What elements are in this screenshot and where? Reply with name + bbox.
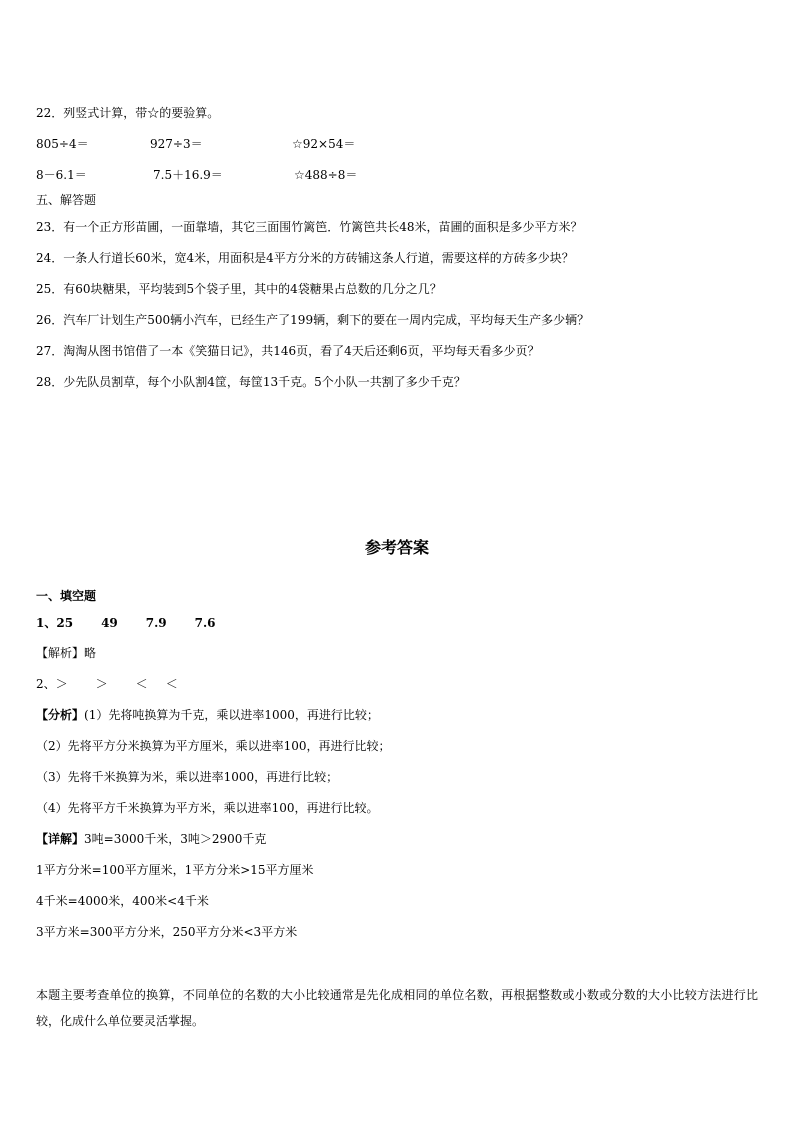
answer-summary: 本题主要考查单位的换算，不同单位的名数的大小比较通常是先化成相同的单位名数，再根据整数或小数或分数的大小比较方法进行比较，化成什么单位要灵活掌握。 — [36, 988, 758, 1028]
calc-927-div-3: 927÷3＝ — [150, 137, 203, 151]
answers-section-1: 一、填空题 — [36, 589, 97, 603]
answer-2-analysis — [36, 708, 379, 722]
question-23: 23．有一个正方形苗圃，一面靠墙，其它三面围竹篱笆．竹篱笆共长48米，苗圃的面积是多少平方米？ — [36, 220, 583, 234]
answer-1-label: 1、 — [36, 616, 57, 630]
answer-1-value: 49 — [101, 616, 118, 630]
section-5-heading: 五、解答题 — [36, 193, 97, 207]
calc-92-times-54: ☆92×54＝ — [292, 137, 356, 151]
answer-2-value: ＞ — [95, 677, 108, 691]
detail-label: 【详解】 — [36, 832, 85, 846]
answer-2-analysis-line-2: （2）先将平方分米换算为平方厘米，乘以进率100，再进行比较； — [36, 739, 391, 753]
answer-2-label: 2、 — [36, 677, 56, 691]
answer-2-detail — [36, 832, 266, 846]
analysis-label: 【分析】 — [36, 708, 85, 722]
answer-1-value: 25 — [56, 616, 74, 630]
answer-1-analysis: 【解析】略 — [36, 646, 97, 660]
analysis-text: (1）先将吨换算为千克，乘以进率1000，再进行比较； — [84, 708, 379, 722]
answer-2-value: ＜ — [165, 677, 178, 691]
question-28: 28．少先队员割草，每个小队割4筐，每筐13千克。5个小队一共割了多少千克？ — [36, 375, 466, 389]
calc-8-minus-6-1: 8－6.1＝ — [36, 168, 87, 182]
question-24: 24．一条人行道长60米，宽4米，用面积是4平方分米的方砖铺这条人行道，需要这样的方砖多少块？ — [36, 251, 574, 265]
detail-text: 3吨=3000千米，3吨＞2900千克 — [84, 832, 267, 846]
answer-2 — [36, 677, 178, 691]
question-27: 27．淘淘从图书馆借了一本《笑猫日记》，共146页，看了4天后还剩6页，平均每天看多少页？ — [36, 344, 540, 358]
answer-2-detail-line-4: 3平方米=300平方分米，250平方分米<3平方米 — [36, 925, 298, 939]
answer-2-detail-line-3: 4千米=4000米，400米<4千米 — [36, 894, 209, 908]
calc-7-5-plus-16-9: 7.5＋16.9＝ — [153, 168, 223, 182]
answer-1 — [36, 616, 216, 630]
answers-title: 参考答案 — [364, 538, 429, 557]
question-25: 25．有60块糖果，平均装到5个袋子里，其中的4袋糖果占总数的几分之几？ — [36, 282, 442, 296]
answer-1-value: 7.9 — [145, 616, 167, 630]
answer-2-value: ＞ — [55, 677, 68, 691]
answer-2-value: ＜ — [135, 677, 148, 691]
answer-2-analysis-line-3: （3）先将千米换算为米，乘以进率1000，再进行比较； — [36, 770, 339, 784]
calc-805-div-4: 805÷4＝ — [36, 137, 89, 151]
answer-2-analysis-line-4: （4）先将平方千米换算为平方米，乘以进率100，再进行比较。 — [36, 801, 379, 815]
answer-2-detail-line-2: 1平方分米=100平方厘米，1平方分米>15平方厘米 — [36, 863, 314, 877]
question-26: 26．汽车厂计划生产500辆小汽车，已经生产了199辆，剩下的要在一周内完成，平均每天生产多少辆？ — [36, 313, 590, 327]
question-22: 22．列竖式计算，带☆的要验算。 — [36, 106, 220, 120]
answer-1-value: 7.6 — [194, 616, 216, 630]
calc-488-div-8: ☆488÷8＝ — [294, 168, 358, 182]
